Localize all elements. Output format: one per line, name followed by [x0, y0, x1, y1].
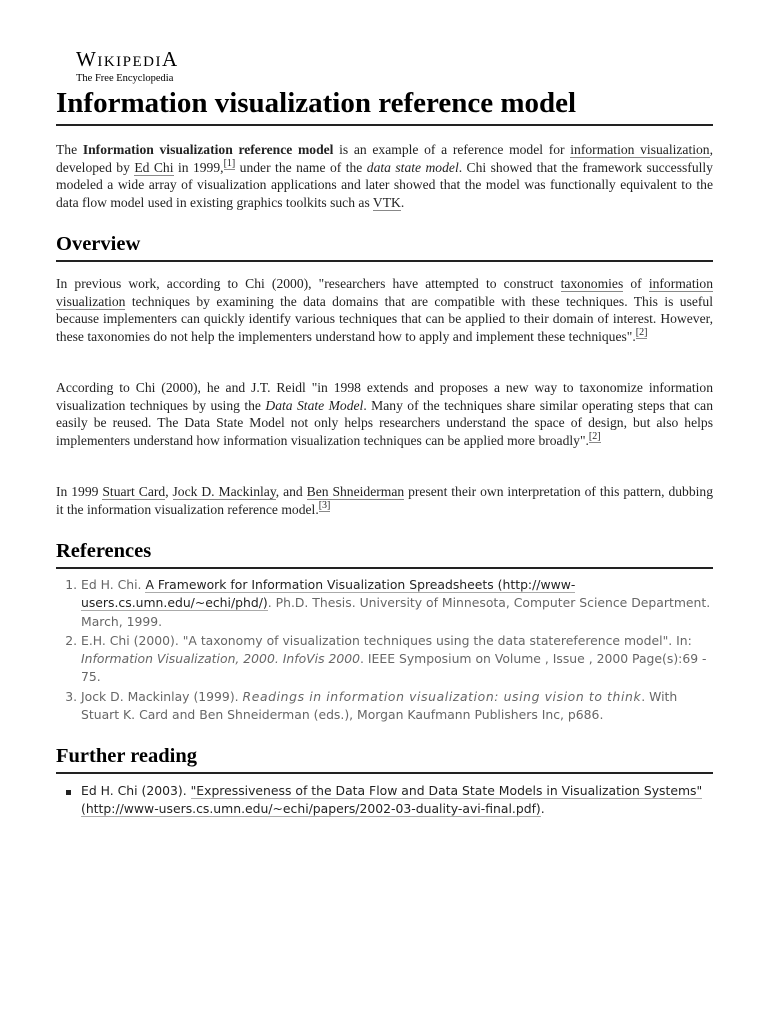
heading-overview: Overview [56, 231, 713, 262]
wikipedia-tagline: The Free Encyclopedia [76, 73, 174, 84]
link-stuart-card[interactable]: Stuart Card [102, 484, 166, 499]
page-title: Information visualization reference model [56, 84, 713, 126]
reference-1-link[interactable]: A Framework for Information Visualization Spreadsheets (http://www-users.cs.umn.edu/~echi/phd/) [81, 577, 576, 611]
link-ben-shneiderman[interactable]: Ben Shneiderman [306, 484, 405, 499]
intro-bold-term: Information visualization reference model [82, 142, 334, 157]
link-jock-mackinlay[interactable]: Jock D. Mackinlay [172, 484, 276, 499]
citation-1[interactable]: [1] [223, 158, 236, 170]
citation-2b[interactable]: [2] [588, 431, 601, 443]
citation-2[interactable]: [2] [635, 327, 648, 339]
reference-item-3: 3. Jock D. Mackinlay (1999). Readings in information visualization: using vision to think. With Stuart K. Card and Ben Shneiderman (eds.), Morgan Kaufmann Publishers Inc, p686. [81, 688, 713, 725]
wikipedia-logo[interactable] [76, 49, 216, 85]
data-state-model-term: Data State Model [265, 397, 364, 413]
further-reading-link[interactable]: "Expressiveness of the Data Flow and Data State Models in Visualization Systems" (http://www-users.cs.umn.edu/~echi/papers/2002-03-duality-avi-final.pdf) [81, 783, 703, 817]
further-reading-list [56, 782, 713, 819]
wikipedia-wordmark: WIKIPEDIA [76, 47, 179, 71]
overview-paragraph-1: In previous work, according to Chi (2000), "researchers have attempted to construct taxonomies of information visualization techniques by examining the data domains that are compatible with these techniques. This is useful because implementers can quickly identify various techniques that can be applied to their domain of interest. However, these taxonomies do not help the implementers understand how to apply and implement these techniques".[2] [56, 276, 713, 344]
link-ed-chi[interactable]: Ed Chi [134, 159, 174, 175]
overview-paragraph-2: According to Chi (2000), he and J.T. Reidl "in 1998 extends and proposes a new way to taxonomize information visualization techniques by using the Data State Model. Many of the techniques share similar operating steps that can easily be reused. The Data State Model not only helps researchers understand the space of design, but also helps implementers understand how information visualization techniques can be applied more broadly".[2] [56, 380, 713, 448]
citation-3[interactable]: [3] [318, 500, 331, 512]
references-list [56, 576, 713, 725]
reference-item-1: 1. Ed H. Chi. A Framework for Information Visualization Spreadsheets (http://www-users.cs.umn.edu/~echi/phd/). Ph.D. Thesis. University of Minnesota, Computer Science Department. March, 1999. [81, 576, 713, 631]
heading-references: References [56, 538, 713, 569]
heading-further-reading: Further reading [56, 743, 713, 774]
link-information-visualization[interactable]: information visualization [570, 142, 710, 157]
overview-paragraph-3: In 1999 Stuart Card, Jock D. Mackinlay, and Ben Shneiderman present their own interpretation of this pattern, dubbing it the information visualization reference model.[3] [56, 484, 714, 517]
link-information-visualization-2[interactable]: information visualization [56, 276, 713, 309]
intro-italic-term: data state model [366, 159, 459, 175]
link-vtk[interactable]: VTK [372, 194, 401, 210]
link-taxonomies[interactable]: taxonomies [560, 276, 624, 291]
further-reading-item: Ed H. Chi (2003). "Expressiveness of the Data Flow and Data State Models in Visualization Systems" (http://www-users.cs.umn.edu/~echi/papers/2002-03-duality-avi-final.pdf). [81, 782, 713, 819]
intro-paragraph: The Information visualization reference model is an example of a reference model for information visualization, developed by Ed Chi in 1999,[1] under the name of the data state model. Chi showed that the framework successfully modeled a wide array of visualization applications and later showed that the model was functionally equivalent to the data flow model used in existing graphics toolkits such as VTK. [56, 142, 713, 210]
reference-item-2: 2. E.H. Chi (2000). "A taxonomy of visualization techniques using the data statereference model". In: Information Visualization, 2000. InfoVis 2000. IEEE Symposium on Volume , Issue , 2000 Page(s):69 - 75. [81, 632, 713, 687]
